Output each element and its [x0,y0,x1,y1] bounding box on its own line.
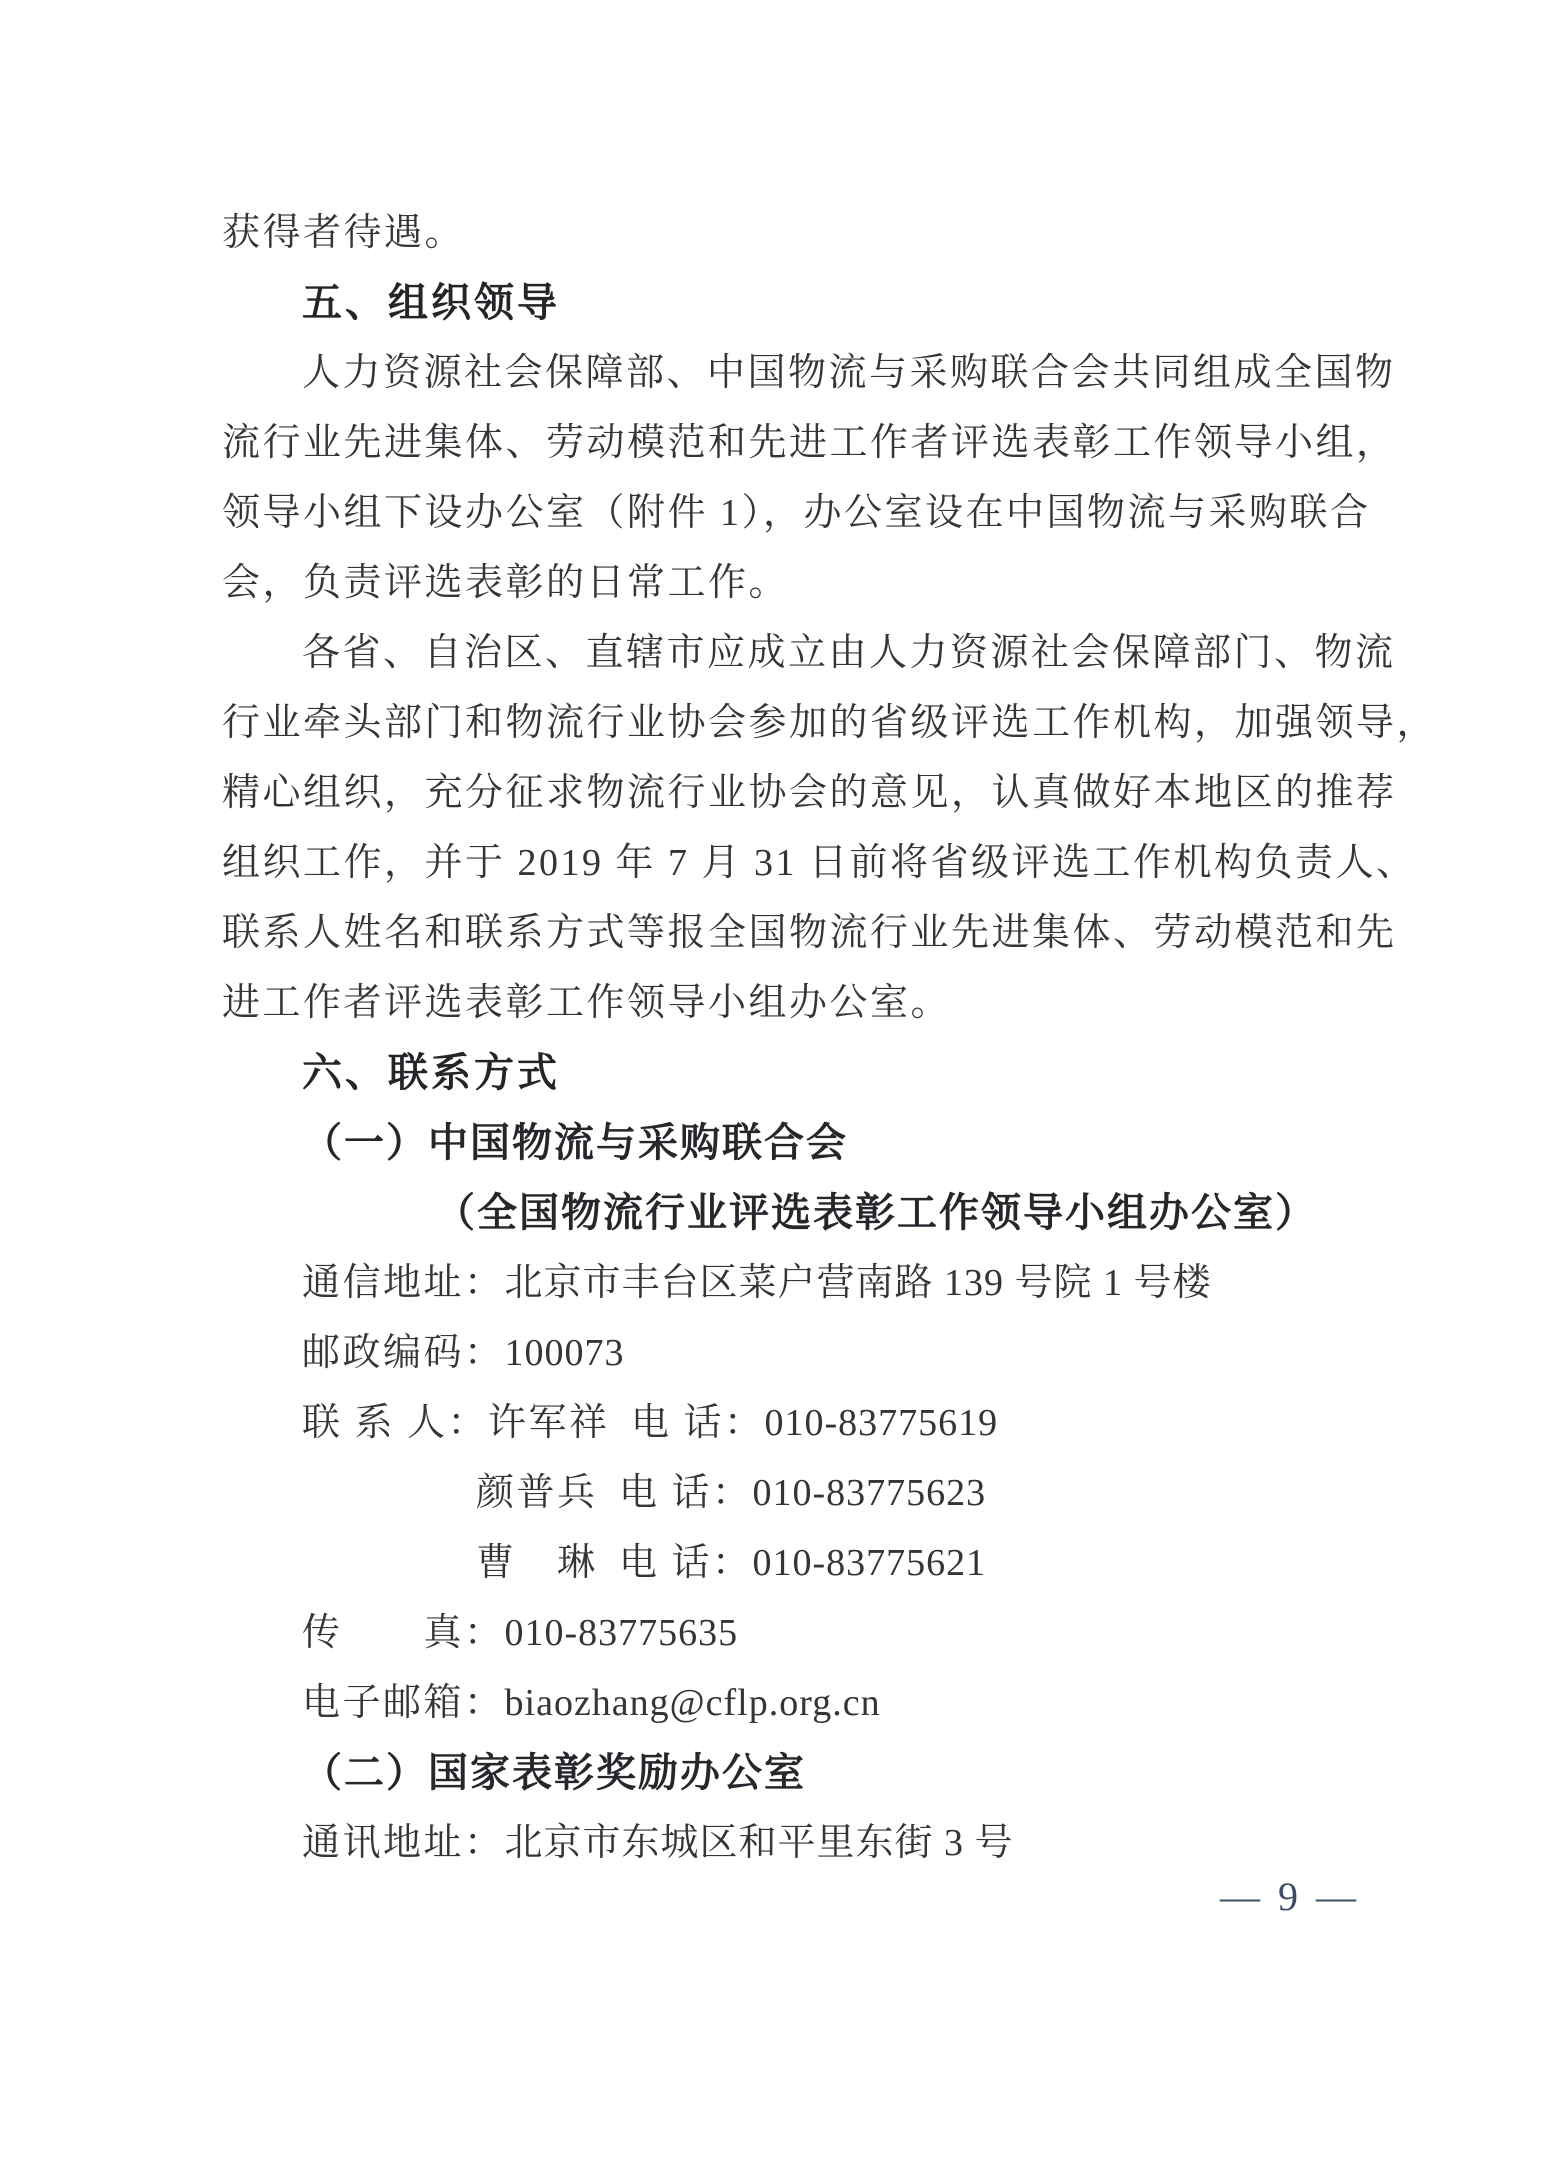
org1-subheading: （全国物流行业评选表彰工作领导小组办公室） [435,1190,1317,1235]
contact-name: 许军祥 [488,1402,610,1444]
contact-name: 曹 琳 [476,1542,598,1584]
email-label: 电子邮箱： [302,1682,505,1724]
body-line: 组织工作，并于 2019 年 7 月 31 日前将省级评选工作机构负责人、 [222,842,1417,884]
email-value: biaozhang@cflp.org.cn [504,1682,881,1724]
page-number: — 9 — [1220,1874,1360,1919]
fax-value: 010-83775635 [504,1612,739,1654]
address-value: 北京市东城区和平里东街 3 号 [504,1822,1014,1864]
body-line: 会，负责评选表彰的日常工作。 [222,562,790,604]
org1-contact-row [222,1388,1402,1458]
org1-fax-row [222,1598,1402,1668]
section-6-heading: 六、联系方式 [302,1051,560,1095]
section-5-heading: 五、组织领导 [302,281,560,325]
body-line: 进工作者评选表彰工作领导小组办公室。 [222,982,952,1024]
phone-value: 010-83775621 [752,1542,987,1584]
paragraph-continuation-line: 获得者待遇。 [222,212,466,254]
address-label: 通信地址： [302,1262,505,1304]
contact-label: 联 系 人： [302,1402,489,1444]
fax-label: 传 真： [302,1612,505,1654]
body-line: 行业牵头部门和物流行业协会参加的省级评选工作机构，加强领导， [222,702,1438,744]
org1-postcode-row [222,1318,1402,1388]
body-line: 联系人姓名和联系方式等报全国物流行业先进集体、劳动模范和先 [222,912,1397,954]
body-line: 各省、自治区、直辖市应成立由人力资源社会保障部门、物流 [302,632,1396,674]
body-line: 人力资源社会保障部、中国物流与采购联合会共同组成全国物 [302,352,1396,394]
document-body [222,198,1438,1878]
postcode-label: 邮政编码： [302,1332,505,1374]
phone-label: 电 话： [619,1472,753,1514]
body-line: 流行业先进集体、劳动模范和先进工作者评选表彰工作领导小组， [222,422,1397,464]
address-value: 北京市丰台区菜户营南路 139 号院 1 号楼 [504,1262,1212,1304]
org1-heading: （一）中国物流与采购联合会 [302,1120,848,1165]
body-line: 领导小组下设办公室（附件 1），办公室设在中国物流与采购联合 [222,492,1371,534]
phone-value: 010-83775619 [764,1402,999,1444]
org1-contact-row [222,1458,1402,1528]
body-line: 精心组织，充分征求物流行业协会的意见，认真做好本地区的推荐 [222,772,1397,814]
address-label: 通讯地址： [302,1822,505,1864]
phone-value: 010-83775623 [752,1472,987,1514]
org2-heading: （二）国家表彰奖励办公室 [302,1750,806,1795]
contact-name: 颜普兵 [476,1472,598,1514]
org1-address-row [222,1248,1402,1318]
phone-label: 电 话： [631,1402,765,1444]
org1-contact-row [222,1528,1402,1598]
org1-email-row [222,1668,1402,1738]
postcode-value: 100073 [504,1332,625,1374]
phone-label: 电 话： [619,1542,753,1584]
